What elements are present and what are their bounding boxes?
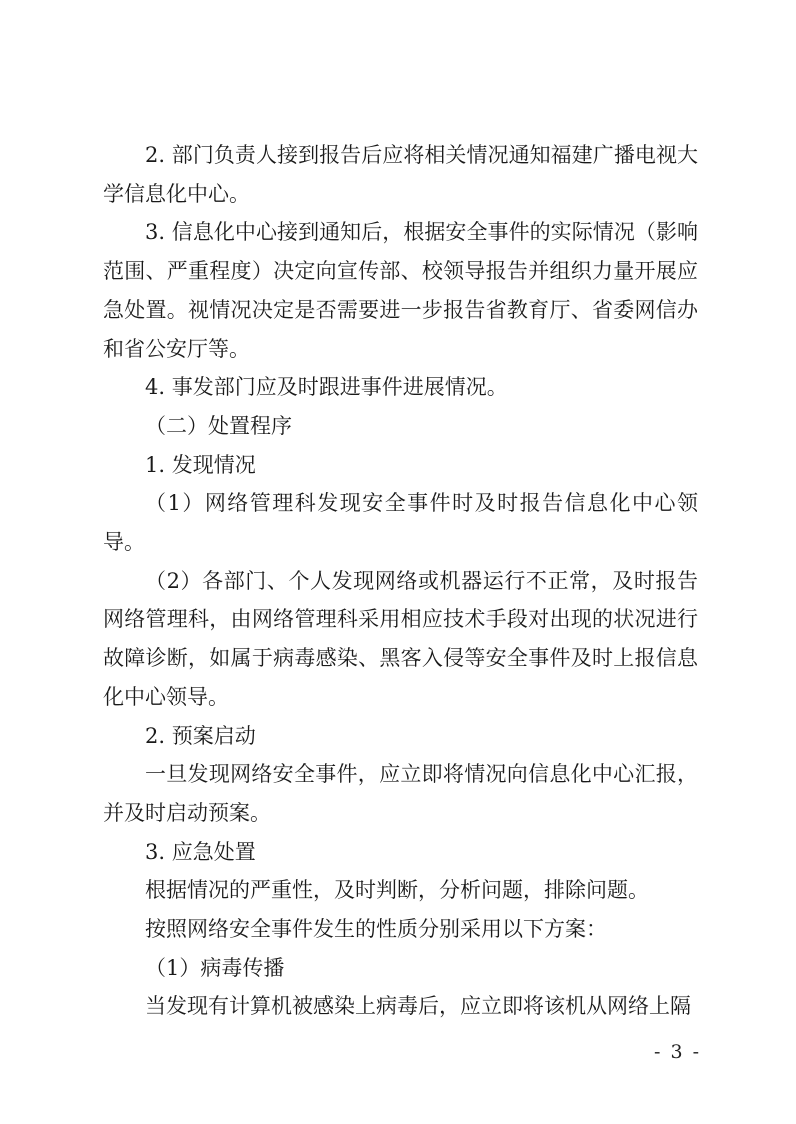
subheading-virus-spread: （1）病毒传播	[145, 955, 285, 980]
paragraph-plan-activation: 一旦发现网络安全事件，应立即将情况向信息化中心汇报，并及时启动预案。	[103, 762, 698, 825]
paragraph-network-admin-report: （1）网络管理科发现安全事件时及时报告信息化中心领导。	[103, 491, 698, 555]
section-heading-procedure: （二）处置程序	[145, 413, 292, 438]
paragraph-followup: 4. 事发部门应及时跟进事件进展情况。	[145, 375, 508, 400]
paragraph-handling-plans: 按照网络安全事件发生的性质分别采用以下方案：	[145, 917, 607, 942]
subheading-emergency-handling: 3. 应急处置	[145, 839, 256, 864]
subheading-discovery: 1. 发现情况	[145, 452, 256, 477]
paragraph-department-report: （2）各部门、个人发现网络或机器运行不正常，及时报告网络管理科，由网络管理科采用相应技术手段对出现的状况进行故障诊断，如属于病毒感染、黑客入侵等安全事件及时上报信息化中心领导。	[103, 568, 698, 709]
page-number: - 3 -	[653, 1041, 701, 1063]
paragraph-virus-isolation: 当发现有计算机被感染上病毒后，应立即将该机从网络上隔	[145, 994, 691, 1019]
paragraph-report-notify: 2. 部门负责人接到报告后应将相关情况通知福建广播电视大学信息化中心。	[103, 143, 698, 206]
paragraph-analyze-problem: 根据情况的严重性，及时判断，分析问题，排除问题。	[145, 878, 649, 903]
paragraph-center-response: 3. 信息化中心接到通知后，根据安全事件的实际情况（影响范围、严重程度）决定向宣传部、校领导报告并组织力量开展应急处置。视情况决定是否需要进一步报告省教育厅、省委网信办和省公安厅等。	[103, 220, 698, 361]
subheading-plan-activation: 2. 预案启动	[145, 723, 256, 748]
document-body	[103, 136, 698, 1026]
